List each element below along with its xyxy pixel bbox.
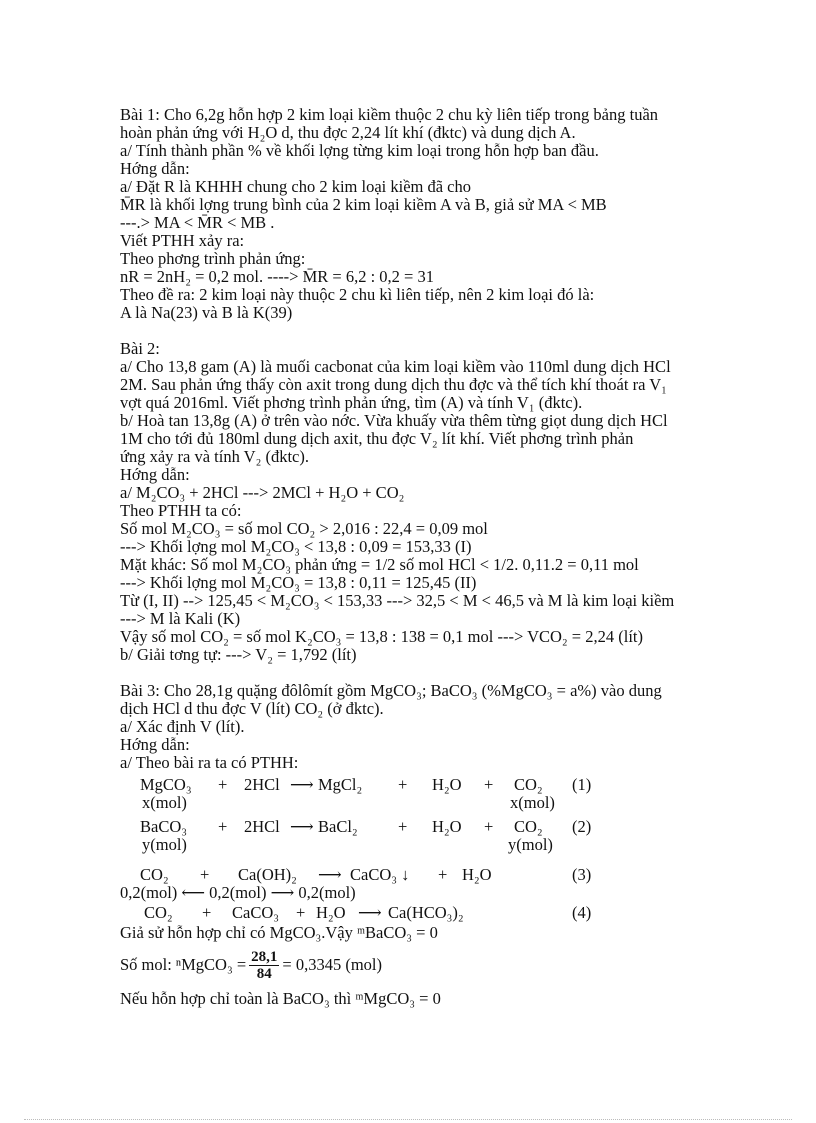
reaction-cell: Ca(OH)₂ — [238, 865, 297, 884]
fraction-denominator: 84 — [256, 965, 272, 982]
reaction-number: (4) — [572, 903, 592, 922]
bai1-line: nR = 2nH₂ = 0,2 mol. ----> M̄R = 6,2 : 0,2 = 31 — [120, 267, 434, 286]
reaction-3 — [120, 854, 750, 902]
bai2-line: b/ Hoà tan 13,8g (A) ở trên vào nớc. Vừa khuấy vừa thêm từng giọt dung dịch HCl — [120, 411, 668, 430]
reaction-cell: + — [398, 775, 408, 794]
reaction-cell: MgCO₃ — [140, 775, 192, 794]
reaction-cell: CaCO₃ ↓ — [350, 865, 410, 884]
bai1-line: Bài 1: Cho 6,2g hỗn hợp 2 kim loại kiềm thuộc 2 chu kỳ liên tiếp trong bảng tuần — [120, 105, 659, 124]
bai1-line: A là Na(23) và B là K(39) — [120, 303, 293, 322]
fraction-suffix: = 0,3345 (mol) — [282, 955, 382, 974]
reaction-cell: CO₂ — [140, 865, 169, 884]
bai1-line: Viết PTHH xảy ra: — [120, 231, 245, 250]
reaction-arrow-icon: ⟶ — [290, 817, 314, 836]
bai1-line: Theo phơng trình phản ứng: — [120, 249, 306, 268]
bai2-line: ---> Khối lợng mol M₂CO₃ = 13,8 : 0,11 = 125,45 (II) — [120, 573, 477, 592]
reaction-mol: 0,2(mol) ⟵ 0,2(mol) ⟶ 0,2(mol) — [120, 883, 356, 902]
reaction-cell: 2HCl — [244, 817, 280, 836]
bai3-line: Hớng dẫn: — [120, 735, 190, 754]
reaction-mol: x(mol) — [142, 793, 187, 812]
bai2-line: Số mol M₂CO₃ = số mol CO₂ > 2,016 : 22,4 = 0,09 mol — [120, 519, 488, 538]
bai1-line: a/ Đặt R là KHHH chung cho 2 kim loại kiềm đã cho — [120, 177, 472, 196]
bai2-line: a/ Cho 13,8 gam (A) là muối cacbonat của kim loại kiềm vào 110ml dung dịch HCl — [120, 357, 671, 376]
reaction-cell: H₂O — [462, 865, 492, 884]
reaction-mol: y(mol) — [142, 835, 187, 854]
bai2-line: Theo PTHH ta có: — [120, 501, 242, 520]
bai1-line: a/ Tính thành phần % về khối lợng từng kim loại trong hỗn hợp ban đầu. — [120, 141, 599, 160]
bai3-line: a/ Theo bài ra ta có PTHH: — [120, 753, 299, 772]
bai2-line: 2M. Sau phản ứng thấy còn axit trong dung dịch thu đợc và thể tích khí thoát ra V₁ — [120, 375, 667, 394]
bai2-line: vợt quá 2016ml. Viết phơng trình phản ứng, tìm (A) và tính V₁ (đktc). — [120, 393, 583, 412]
reaction-cell: + — [398, 817, 408, 836]
reaction-cell: CO₂ — [514, 775, 543, 794]
bai2-section — [120, 340, 750, 664]
bai1-line: Theo đề ra: 2 kim loại này thuộc 2 chu kì liên tiếp, nên 2 kim loại đó là: — [120, 285, 595, 304]
bai1-line: Hớng dẫn: — [120, 159, 190, 178]
reaction-arrow-icon: ⟶ — [290, 775, 314, 794]
bai2-line: Bài 2: — [120, 339, 160, 358]
reaction-cell: + — [218, 775, 228, 794]
reaction-cell: + — [202, 903, 212, 922]
bai1-line: ---.> MA < M̄R < MB . — [120, 213, 275, 232]
bai1-line: M̄R là khối lợng trung bình của 2 kim loại kiềm A và B, giả sử MA < MB — [120, 195, 607, 214]
bai3-after-line: Giả sử hỗn hợp chỉ có MgCO₃.Vậy ᵐBaCO₃ = 0 — [120, 923, 438, 942]
reaction-cell: CO₂ — [144, 903, 173, 922]
reaction-cell: H₂O — [432, 817, 462, 836]
bai2-line: 1M cho tới đủ 180ml dung dịch axit, thu đợc V₂ lít khí. Viết phơng trình phản — [120, 429, 634, 448]
reaction-number: (3) — [572, 865, 592, 884]
reaction-cell: + — [438, 865, 448, 884]
reaction-cell: MgCl₂ — [318, 775, 363, 794]
bai2-line: ---> Khối lợng mol M₂CO₃ < 13,8 : 0,09 = 153,33 (I) — [120, 537, 472, 556]
bai2-line: Hớng dẫn: — [120, 465, 190, 484]
reaction-cell: Ca(HCO₃)₂ — [388, 903, 464, 922]
reaction-arrow-icon: ⟶ — [358, 903, 382, 922]
reaction-cell: + — [200, 865, 210, 884]
fraction-prefix: Số mol: ⁿMgCO₃ = — [120, 955, 247, 974]
reaction-cell: + — [484, 775, 494, 794]
reaction-cell: + — [296, 903, 306, 922]
reaction-2 — [140, 812, 750, 854]
reaction-mol: y(mol) — [508, 835, 553, 854]
bai2-line: ứng xảy ra và tính V₂ (đktc). — [120, 447, 309, 466]
reaction-mol: x(mol) — [510, 793, 555, 812]
reaction-number: (2) — [572, 817, 592, 836]
page-bottom-divider — [24, 1119, 792, 1120]
bai2-line: ---> M là Kali (K) — [120, 609, 241, 628]
reaction-arrow-icon: ⟶ — [318, 865, 342, 884]
bai3-line: dịch HCl d thu đợc V (lít) CO₂ (ở đktc). — [120, 699, 384, 718]
reaction-cell: H₂O — [432, 775, 462, 794]
reaction-cell: H₂O — [316, 903, 346, 922]
bai3-last-line: Nếu hỗn hợp chỉ toàn là BaCO₃ thì ᵐMgCO₃ = 0 — [120, 989, 441, 1008]
fraction — [249, 949, 279, 982]
reaction-number: (1) — [572, 775, 592, 794]
reaction-1 — [140, 772, 750, 812]
bai2-line: b/ Giải tơng tự: ---> V₂ = 1,792 (lít) — [120, 645, 357, 664]
bai2-line: Vậy số mol CO₂ = số mol K₂CO₃ = 13,8 : 138 = 0,1 mol ---> VCO₂ = 2,24 (lít) — [120, 627, 643, 646]
reaction-cell: + — [484, 817, 494, 836]
reaction-cell: BaCl₂ — [318, 817, 358, 836]
bai1-section — [120, 106, 750, 322]
bai3-line: Bài 3: Cho 28,1g quặng đôlômít gồm MgCO₃; BaCO₃ (%MgCO₃ = a%) vào dung — [120, 681, 662, 700]
reaction-4 — [144, 900, 750, 924]
reaction-cell: CO₂ — [514, 817, 543, 836]
bai2-line: a/ M₂CO₃ + 2HCl ---> 2MCl + H₂O + CO₂ — [120, 483, 405, 502]
reaction-cell: 2HCl — [244, 775, 280, 794]
reaction-cell: + — [218, 817, 228, 836]
bai1-line: hoàn phản ứng với H₂O d, thu đợc 2,24 lít khí (đktc) và dung dịch A. — [120, 123, 576, 142]
bai3-section — [120, 682, 750, 1008]
reaction-cell: BaCO₃ — [140, 817, 188, 836]
bai2-line: Mặt khác: Số mol M₂CO₃ phản ứng = 1/2 số mol HCl < 1/2. 0,11.2 = 0,11 mol — [120, 555, 639, 574]
fraction-numerator: 28,1 — [251, 948, 278, 965]
document-page — [120, 106, 750, 1008]
bai3-line: a/ Xác định V (lít). — [120, 717, 245, 736]
bai2-line: Từ (I, II) --> 125,45 < M₂CO₃ < 153,33 ---> 32,5 < M < 46,5 và M là kim loại kiềm — [120, 591, 675, 610]
fraction-line — [120, 946, 750, 984]
reaction-cell: CaCO₃ — [232, 903, 280, 922]
